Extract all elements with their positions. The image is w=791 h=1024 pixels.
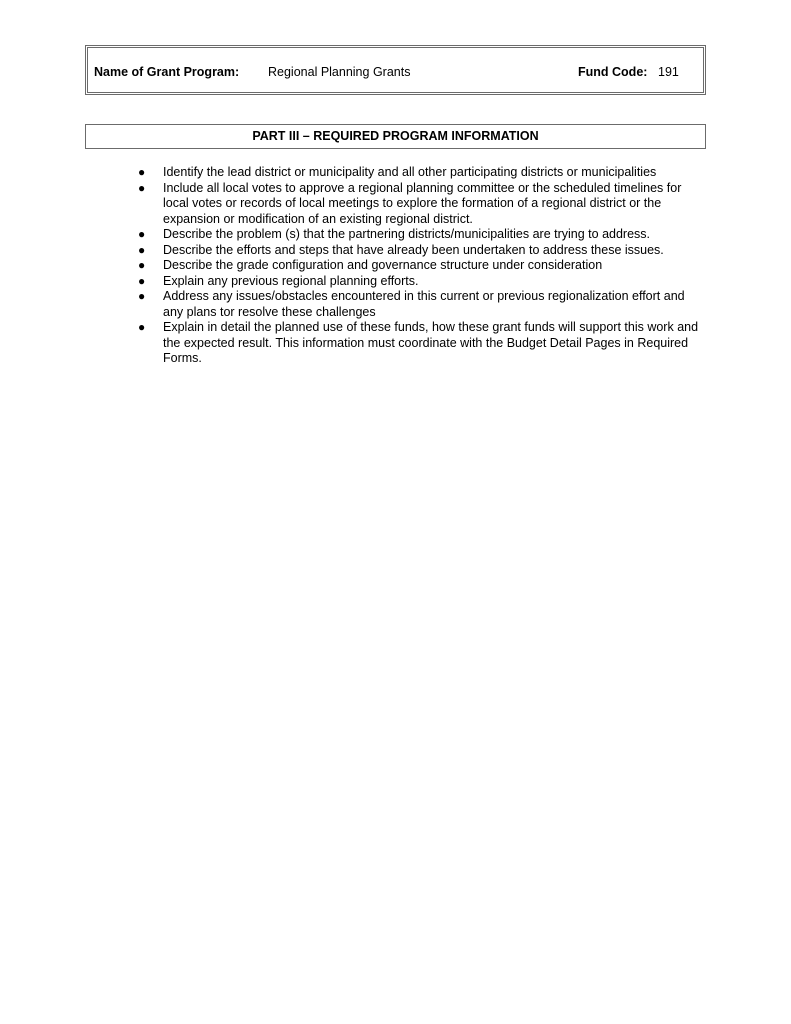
grant-header-box [85,45,706,95]
bullet-icon: ● [138,320,146,334]
bullet-icon: ● [138,273,146,288]
fund-code-label: Fund Code: [578,65,648,79]
list-item-text: Address any issues/obstacles encountered in this current or previous regionalization effort and any plans tor resolve these challenges [163,289,685,319]
list-item-text: Describe the efforts and steps that have already been undertaken to address these issues. [163,242,664,257]
list-item-text: Explain in detail the planned use of these funds, how these grant funds will support this work and the expected result. This information must coordinate with the Budget Detail Pages in Required Forms. [163,320,699,365]
bullet-icon: ● [138,258,146,272]
list-item-text: Describe the problem (s) that the partnering districts/municipalities are trying to address. [163,227,651,241]
list-item-text: Describe the grade configuration and governance structure under consideration [163,258,603,272]
list-item [138,320,708,367]
list-item-text: Include all local votes to approve a regional planning committee or the scheduled timelines for local votes or records of local meetings to explore the formation of a regional district or the expansion or modification of an existing regional district. [163,180,682,226]
requirements-list [138,165,708,367]
list-item-text: Explain any previous regional planning efforts. [163,273,419,288]
list-item [138,289,708,320]
part-title: PART III – REQUIRED PROGRAM INFORMATION [252,129,539,143]
bullet-icon: ● [138,289,146,303]
bullet-icon: ● [138,242,146,257]
list-item [138,165,708,181]
list-item [138,227,708,243]
list-item-text: Identify the lead district or municipality and all other participating districts or municipalities [163,165,657,179]
grant-program-value: Regional Planning Grants [268,65,411,79]
grant-program-label: Name of Grant Program: [94,65,240,79]
list-item [138,180,708,228]
bullet-icon: ● [138,165,146,179]
list-item [138,242,708,259]
bullet-icon: ● [138,180,146,195]
bullet-icon: ● [138,227,146,241]
list-item [138,273,708,290]
fund-code-value: 191 [658,65,679,79]
list-item [138,258,708,274]
part-heading-box [85,124,706,149]
